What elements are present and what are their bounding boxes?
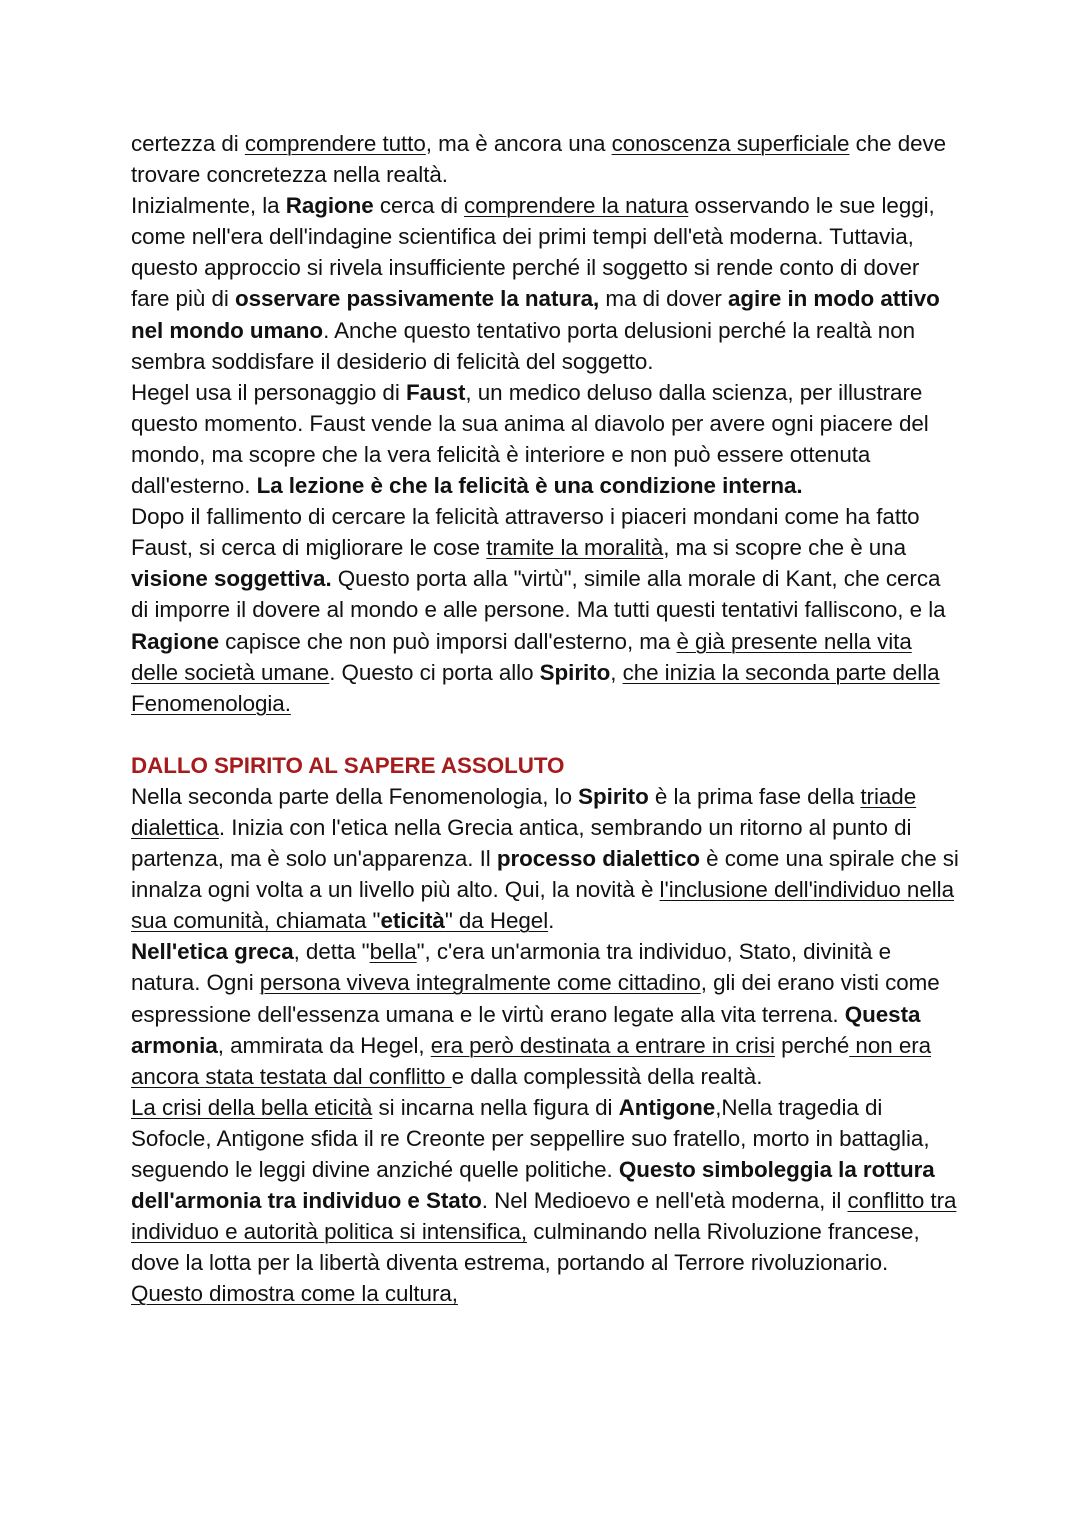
paragraph-4 — [131, 501, 961, 719]
underlined-text: che inizia la seconda parte della Fenomenologia. — [131, 659, 940, 716]
bold-text: Questo simboleggia la rottura dell'armonia tra individuo e Stato — [131, 1157, 935, 1214]
underlined-text: era però destinata a entrare in crisi — [430, 1032, 775, 1058]
underlined-text: è già presente nella vita delle società umane — [131, 628, 912, 685]
underlined-text: l'inclusione dell'individuo nella sua comunità, chiamata " — [131, 877, 954, 934]
text-span: certezza di — [131, 131, 245, 156]
bold-text: osservare passivamente la natura, — [234, 286, 600, 312]
document-body — [131, 128, 961, 1309]
text-span: , gli dei erano visti come espressione dell'essenza umana e le virtù erano legate alla vita terrena. — [131, 970, 940, 1027]
text-span: culminando nella Rivoluzione francese, dove la lotta per la libertà diventa estrema, portando al Terrore rivoluzionario. — [131, 1219, 920, 1276]
bold-text: Spirito — [539, 659, 611, 685]
bold-text: agire in modo attivo nel mondo umano — [131, 286, 940, 343]
bold-text: Nell'etica greca — [131, 939, 294, 965]
text-span: ma di dover — [599, 286, 728, 312]
underlined-text: La crisi della bella eticità — [131, 1094, 373, 1120]
text-span: è la prima fase della — [648, 783, 861, 809]
paragraph-6 — [131, 936, 961, 1091]
text-span: , un medico deluso dalla scienza, per illustrare questo momento. Faust vende la sua anima al diavolo per avere ogni piacere del mondo, ma scopre che la vera felicità è interiore e non può essere ottenuta dall'esterno. — [131, 379, 929, 499]
text-span: osservando le sue leggi, come nell'era dell'indagine scientifica dei primi tempi dell'età moderna. Tuttavia, questo approccio si rivela insufficiente perché il soggetto si rende conto di dover fare più di — [131, 193, 935, 312]
paragraph-7 — [131, 1092, 961, 1310]
bold-text: processo dialettico — [496, 846, 701, 872]
bold-text: Faust — [405, 379, 466, 405]
bold-text: Ragione — [285, 193, 374, 219]
underlined-text: conflitto tra individuo e autorità politica si intensifica, — [131, 1188, 957, 1245]
bold-text: visione soggettiva. — [131, 566, 332, 592]
text-span: ,Nella tragedia di Sofocle, Antigone sfida il re Creonte per seppellire suo fratello, morto in battaglia, seguendo le leggi divine anziché quelle politiche. — [131, 1094, 930, 1182]
underlined-text: conoscenza superficiale — [611, 131, 850, 156]
text-span: , ma si scopre che è una — [663, 535, 906, 561]
text-span: Nella seconda parte della Fenomenologia, lo — [131, 783, 579, 809]
underlined-text: bella — [369, 939, 417, 965]
bold-text: Antigone — [618, 1094, 716, 1120]
text-span: Hegel usa il personaggio di — [131, 379, 406, 405]
text-span: , — [610, 659, 623, 685]
text-span: si incarna nella figura di — [372, 1094, 619, 1120]
text-span: che deve trovare concretezza nella realtà. — [131, 131, 947, 188]
bold-text: Questa armonia — [131, 1001, 921, 1058]
text-span: . Nel Medioevo e nell'età moderna, il — [481, 1188, 848, 1214]
paragraph-2 — [131, 190, 961, 377]
text-span: , detta " — [293, 939, 370, 965]
text-span: e dalla complessità della realtà. — [451, 1063, 763, 1089]
text-span: . Questo ci porta allo — [329, 659, 540, 685]
paragraph-1 — [131, 128, 961, 190]
text-span: ", c'era un'armonia tra individuo, Stato, divinità e natura. Ogni — [131, 939, 892, 996]
underlined-text: Questo dimostra come la cultura, — [131, 1281, 458, 1307]
text-span: , ammirata da Hegel, — [217, 1032, 431, 1058]
underlined-text: non era ancora stata testata dal conflitto — [131, 1032, 932, 1089]
underlined-text: tramite la moralità — [486, 535, 664, 561]
text-span: cerca di — [373, 193, 465, 219]
text-span: Inizialmente, la — [131, 193, 286, 219]
section-heading: DALLO SPIRITO AL SAPERE ASSOLUTO — [131, 752, 565, 778]
bold-text: Ragione — [131, 628, 219, 654]
paragraph-5 — [131, 781, 961, 936]
underlined-text: triade dialettica — [131, 783, 917, 840]
underlined-text: persona viveva integralmente come cittadino — [259, 970, 701, 996]
bold-text: Spirito — [578, 783, 649, 809]
text-span: . Inizia con l'etica nella Grecia antica, sembrando un ritorno al punto di partenza, ma è solo un'apparenza. Il — [131, 814, 912, 872]
text-span: . — [548, 908, 555, 934]
underlined-text: comprendere tutto — [244, 131, 426, 156]
paragraph-gap — [131, 719, 961, 750]
underlined-text: " da Hegel — [444, 908, 549, 934]
text-span: . Anche questo tentativo porta delusioni perché la realtà non sembra soddisfare il desiderio di felicità del soggetto. — [131, 317, 916, 374]
text-span: capisce che non può imporsi dall'esterno, ma — [218, 628, 677, 654]
underlined-text: comprendere la natura — [464, 193, 689, 219]
bold-text: La lezione è che la felicità è una condizione interna. — [256, 473, 803, 499]
text-span: Dopo il fallimento di cercare la felicità attraverso i piaceri mondani come ha fatto Faust, si cerca di migliorare le cose — [131, 504, 920, 561]
text-span: , ma è ancora una — [425, 131, 612, 156]
text-span: Questo porta alla "virtù", simile alla morale di Kant, che cerca di imporre il dovere al mondo e alle persone. Ma tutti questi tentativi falliscono, e la — [131, 566, 946, 623]
bold-underlined-text: eticità — [380, 908, 445, 934]
paragraph-3 — [131, 377, 961, 501]
text-span: è come una spirale che si innalza ogni volta a un livello più alto. Qui, la novità è — [131, 846, 959, 903]
text-span: perché — [774, 1032, 850, 1058]
